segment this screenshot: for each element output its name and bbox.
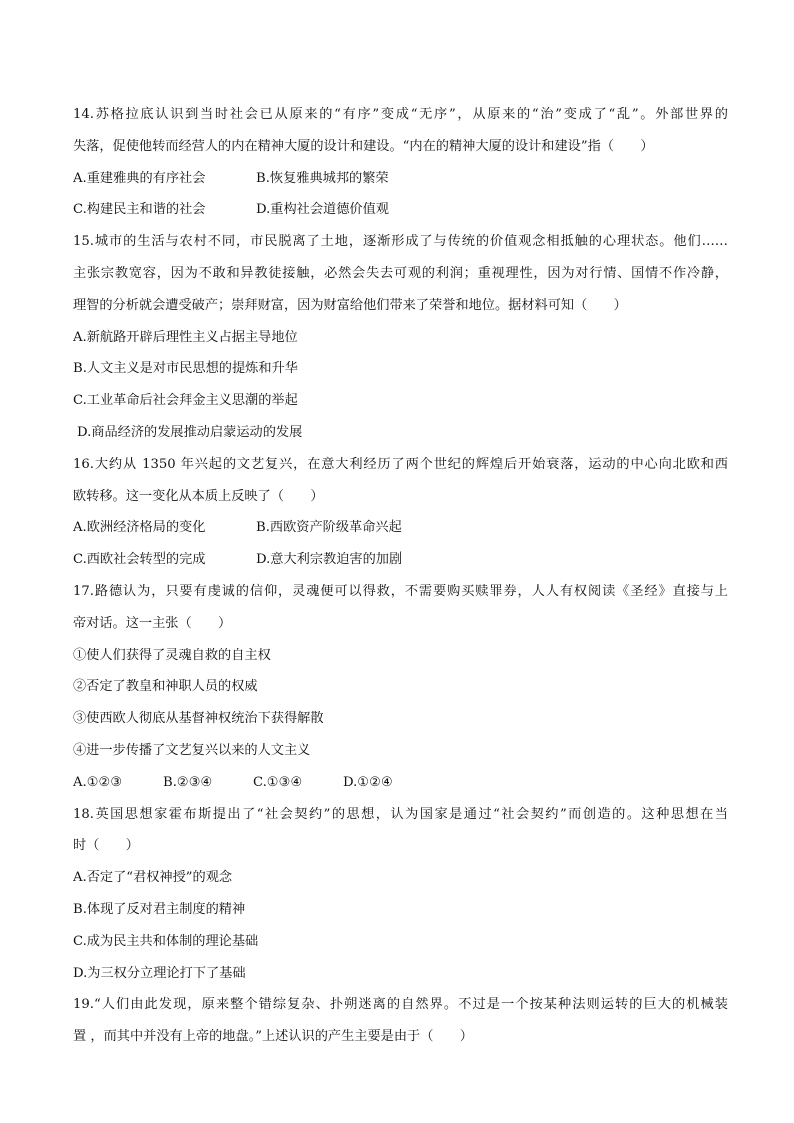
option-c: C.成为民主共和体制的理论基础	[73, 933, 259, 949]
statement-1: ①使人们获得了灵魂自救的自主权	[73, 647, 271, 663]
question-stem-line: 16.大约从 1350 年兴起的文艺复兴，在意大利经历了两个世纪的辉煌后开始衰落，运动的中心向北欧和西	[73, 456, 728, 472]
question-stem-line: 时（ ）	[73, 838, 139, 854]
question-stem-line: 15.城市的生活与农村不同，市民脱离了土地，逐渐形成了与传统的价值观念相抵触的心理状态。他们……	[73, 234, 728, 250]
question-stem-line: 置 ，而其中并没有上帝的地盘。”上述认识的产生主要是由于（ ）	[73, 1029, 473, 1045]
question-stem-line: 理智的分析就会遭受破产；崇拜财富，因为财富给他们带来了荣誉和地位。据材料可知（ ）	[73, 297, 627, 313]
option-a: A.重建雅典的有序社会	[73, 170, 206, 186]
question-18	[73, 799, 728, 990]
option-row	[73, 512, 728, 544]
option-d: D.①②④	[343, 774, 393, 790]
option-c: C.西欧社会转型的完成	[73, 552, 206, 568]
option-b: B.西欧资产阶级革命兴起	[256, 520, 402, 536]
question-15	[73, 226, 728, 449]
option-c: C.工业革命后社会拜金主义思潮的举起	[73, 393, 298, 409]
question-stem-line: 14.苏格拉底认识到当时社会已从原来的“有序”变成“无序”，从原来的“治”变成了“乱”。外部世界的	[73, 107, 728, 122]
question-19	[73, 989, 728, 1053]
statement-3: ③使西欧人彻底从基督神权统治下获得解散	[73, 711, 324, 727]
option-row	[73, 767, 728, 799]
question-stem-line: 欧转移。这一变化从本质上反映了（ ）	[73, 488, 324, 504]
option-a: A.新航路开辟后理性主义占据主导地位	[73, 329, 298, 345]
statement-2: ②否定了教皇和神职人员的权威	[73, 679, 258, 695]
question-stem-line: 19.“人们由此发现，原来整个错综复杂、扑朔迷离的自然界。不过是一个按某种法则运转的巨大的机械装	[73, 997, 728, 1013]
option-row	[73, 163, 728, 195]
option-b: B.体现了反对君主制度的精神	[73, 901, 246, 917]
question-16	[73, 449, 728, 576]
option-d: D.商品经济的发展推动启蒙运动的发展	[77, 424, 303, 440]
question-stem-line: 17.路德认为，只要有虔诚的信仰，灵魂便可以得救，不需要购买赎罪券，人人有权阅读《圣经》直接与上	[73, 583, 728, 599]
question-stem-line: 主张宗教宽容，因为不敢和异教徒接触，必然会失去可观的利润；重视理性，因为对行情、国情不作冷静，	[73, 265, 728, 281]
question-17	[73, 576, 728, 799]
option-b: B.人文主义是对市民思想的提炼和升华	[73, 361, 298, 377]
option-a: A.①②③	[73, 774, 123, 790]
option-b: B.②③④	[163, 774, 213, 790]
question-stem-line: 失落，促使他转而经营人的内在精神大厦的设计和建设。“内在的精神大厦的设计和建设”指（ ）	[73, 138, 654, 154]
question-stem-line: 18.英国思想家霍布斯提出了“社会契约”的思想，认为国家是通过“社会契约”而创造的。这种思想在当	[73, 806, 728, 822]
exam-content	[73, 99, 728, 1053]
option-d: D.意大利宗教迫害的加剧	[256, 552, 403, 568]
option-row	[73, 544, 728, 576]
option-d: D.重构社会道德价值观	[256, 202, 389, 218]
option-b: B.恢复雅典城邦的繁荣	[256, 170, 389, 186]
option-c: C.①③④	[253, 774, 303, 790]
statement-4: ④进一步传播了文艺复兴以来的人文主义	[73, 742, 311, 758]
option-a: A.欧洲经济格局的变化	[73, 520, 206, 536]
option-c: C.构建民主和谐的社会	[73, 202, 206, 218]
option-a: A.否定了“君权神授”的观念	[73, 870, 233, 886]
option-row	[73, 194, 728, 226]
option-d: D.为三权分立理论打下了基础	[73, 965, 246, 981]
question-14	[73, 99, 728, 226]
question-stem-line: 帝对话。这一主张（ ）	[73, 615, 232, 631]
